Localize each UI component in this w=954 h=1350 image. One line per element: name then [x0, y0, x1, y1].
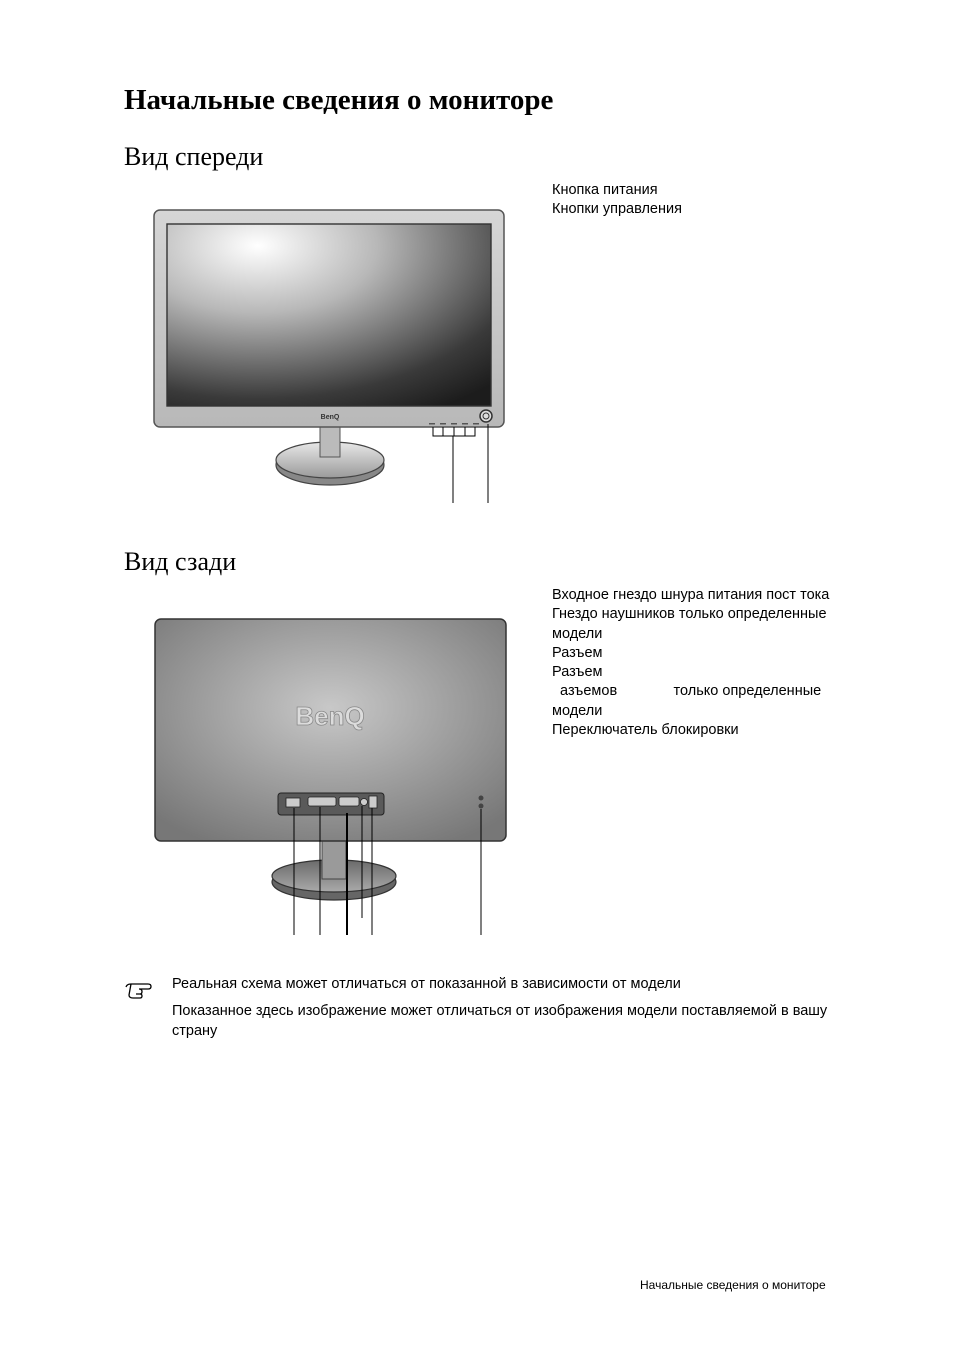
front-view-illustration [150, 205, 510, 505]
legend-item: Кнопки управления [552, 201, 682, 218]
extra-port [369, 796, 377, 808]
back-view-illustration [150, 612, 515, 942]
stand-neck [320, 423, 340, 457]
legend-item: модели [552, 702, 603, 719]
screen [167, 224, 491, 406]
page-footer: Начальные сведения о мониторе [640, 1278, 826, 1292]
brand-logo: BenQ [295, 701, 365, 731]
legend-item: Переключатель блокировки [552, 722, 739, 739]
legend-item: Входное гнездо шнура питания пост тока [552, 587, 830, 603]
back-view-title: Вид сзади [124, 547, 237, 576]
back-legend [552, 586, 829, 740]
legend-item: Разъем [552, 644, 603, 661]
note-item: Реальная схема может отличаться от показанной в зависимости от модели [172, 976, 681, 992]
page-title: Начальные сведения о мониторе [124, 84, 554, 116]
legend-item: Разъем [552, 664, 603, 681]
dvi-port [308, 797, 336, 806]
vga-port [339, 797, 359, 806]
callout-lines [433, 424, 488, 503]
lock-switch-icon [479, 796, 484, 801]
front-view-title: Вид спереди [124, 142, 264, 171]
pointing-hand-icon [124, 979, 154, 1001]
front-legend [552, 181, 682, 220]
legend-item: азъемов только определенные [552, 683, 822, 700]
power-jack-port [286, 798, 300, 807]
headphone-port [361, 799, 368, 806]
legend-item: Гнездо наушников только определенные [552, 606, 827, 623]
power-button-icon [480, 410, 492, 422]
brand-logo: BenQ [320, 414, 340, 421]
legend-item: Кнопка питания [552, 182, 658, 198]
note-item: Показанное здесь изображение может отличаться от изображения модели поставляемой в вашу страну [172, 1003, 828, 1039]
stand-neck [322, 837, 346, 879]
legend-item: модели [552, 625, 603, 642]
